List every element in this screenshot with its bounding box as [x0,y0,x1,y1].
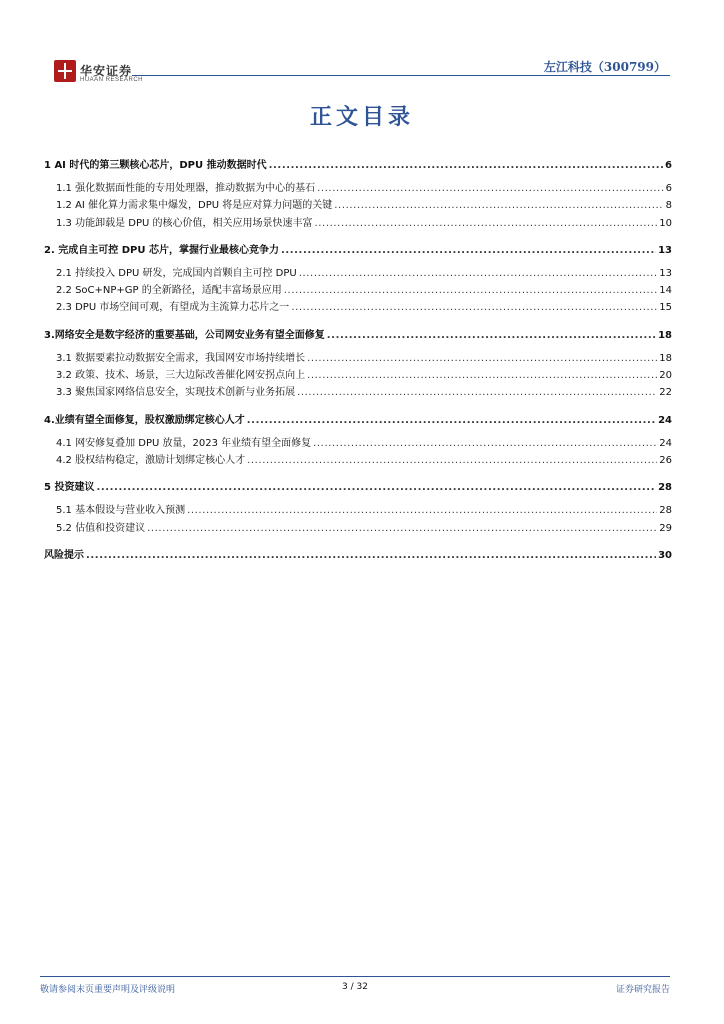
page-title: 正文目录 [309,104,414,130]
toc-chapter-entry[interactable] [44,546,672,563]
toc-chapter-entry[interactable] [44,326,672,343]
toc-entry-label: 4.1 网安修复叠加 DPU 放量，2023 年业绩有望全面修复 [56,437,312,449]
toc-entry-label: 1.3 功能卸载是 DPU 的核心价值，相关应用场景快速丰富 [56,217,313,229]
toc-entry-label: 3.2 政策、技术、场景，三大边际改善催化网安拐点向上 [56,370,306,382]
toc-leader-dots [297,387,657,398]
toc-entry-label: 4.2 股权结构稳定，激励计划绑定核心人才 [56,454,246,466]
toc-entry-page: 28 [659,505,672,517]
toc-entry-page: 15 [659,302,672,314]
toc-entry-page: 22 [659,387,672,399]
toc-section-entry[interactable] [44,281,672,298]
toc-leader-dots [269,160,663,171]
toc-entry-page: 29 [659,522,672,534]
toc-leader-dots [247,455,657,466]
toc-section-entry[interactable] [44,214,672,231]
toc-entry-label: 5 投资建议 [44,482,95,494]
toc-entry-page: 18 [658,329,672,341]
toc-section-entry[interactable] [44,519,672,536]
toc-leader-dots [317,183,664,194]
toc-leader-dots [147,523,657,534]
toc-entry-page: 13 [658,244,672,256]
toc-section-entry[interactable] [44,451,672,468]
page-footer [40,976,670,1006]
logo-icon [54,60,76,82]
toc-entry-page: 30 [658,549,672,561]
toc-leader-dots [247,415,656,426]
toc-leader-dots [313,438,657,449]
toc-entry-page: 26 [659,454,672,466]
toc-chapter-entry[interactable] [44,478,672,495]
toc-leader-dots [315,218,658,229]
toc-entry-label: 2.3 DPU 市场空间可观，有望成为主流算力芯片之一 [56,302,290,314]
toc-entry-label: 1 AI 时代的第三颗核心芯片，DPU 推动数据时代 [44,160,267,171]
toc-section-entry[interactable] [44,383,672,400]
toc-entry-label: 3.3 聚焦国家网络信息安全，实现技术创新与业务拓展 [56,387,296,399]
toc-entry-page: 18 [659,352,672,364]
toc-leader-dots [334,200,663,211]
toc-section-entry[interactable] [44,434,672,451]
logo-subtitle: HUAAN RESEARCH [80,77,144,83]
toc-entry-page: 20 [659,370,672,382]
toc-leader-dots [291,302,657,313]
toc-entry-label: 1.1 强化数据面性能的专用处理器，推动数据为中心的基石 [56,183,316,194]
toc-leader-dots [307,370,657,381]
logo-text: 华安证券 [80,64,133,78]
toc-entry-page: 14 [659,285,672,297]
toc-leader-dots [96,482,656,493]
header-rule [132,75,670,76]
toc-entry-page: 10 [659,217,672,229]
toc-chapter-entry[interactable] [44,411,672,428]
toc-entry-page: 24 [658,414,672,426]
toc-leader-dots [327,330,656,341]
toc-entry-label: 2.1 持续投入 DPU 研发，完成国内首颗自主可控 DPU [56,267,297,279]
toc-section-entry[interactable] [44,298,672,315]
toc-section-entry[interactable] [44,366,672,383]
toc-section-entry[interactable] [44,264,672,281]
toc-chapter-entry[interactable] [44,241,672,258]
toc-entry-page: 13 [659,267,672,279]
toc-section-entry[interactable] [44,349,672,366]
toc-leader-dots [86,550,656,561]
toc-leader-dots [284,285,658,296]
toc-entry-label: 2. 完成自主可控 DPU 芯片，掌握行业最核心竞争力 [44,244,279,256]
toc-entry-label: 3.网络安全是数字经济的重要基础，公司网安业务有望全面修复 [44,329,325,341]
page-header [50,54,670,94]
toc-leader-dots [307,353,657,364]
toc-leader-dots [187,505,657,516]
table-of-contents [44,152,672,569]
toc-entry-label: 1.2 AI 催化算力需求集中爆发，DPU 将是应对算力问题的关键 [56,200,333,212]
toc-entry-label: 风险提示 [44,549,84,561]
toc-entry-label: 5.1 基本假设与营业收入预测 [56,505,186,517]
toc-chapter-entry[interactable] [44,156,672,173]
toc-entry-label: 2.2 SoC+NP+GP 的全新路径，适配丰富场景应用 [56,285,282,297]
toc-leader-dots [281,245,656,256]
footer-disclaimer: 敬请参阅末页重要声明及评级说明 [40,985,176,995]
company-name: 左江科技（300799） [543,60,666,74]
toc-entry-page: 6 [665,183,672,194]
toc-leader-dots [299,268,658,279]
toc-section-entry[interactable] [44,501,672,518]
toc-section-entry[interactable] [44,179,672,196]
toc-entry-label: 5.2 估值和投资建议 [56,522,146,534]
toc-entry-page: 6 [665,160,672,171]
toc-entry-label: 3.1 数据要素拉动数据安全需求，我国网安市场持续增长 [56,352,306,364]
toc-entry-page: 24 [659,437,672,449]
toc-entry-page: 8 [665,200,672,212]
footer-rule [40,976,670,977]
toc-entry-page: 28 [658,482,672,494]
footer-report-type: 证券研究报告 [615,985,670,995]
toc-entry-label: 4.业绩有望全面修复，股权激励绑定核心人才 [44,414,245,426]
toc-section-entry[interactable] [44,196,672,213]
page-number: 3 / 32 [342,982,368,992]
